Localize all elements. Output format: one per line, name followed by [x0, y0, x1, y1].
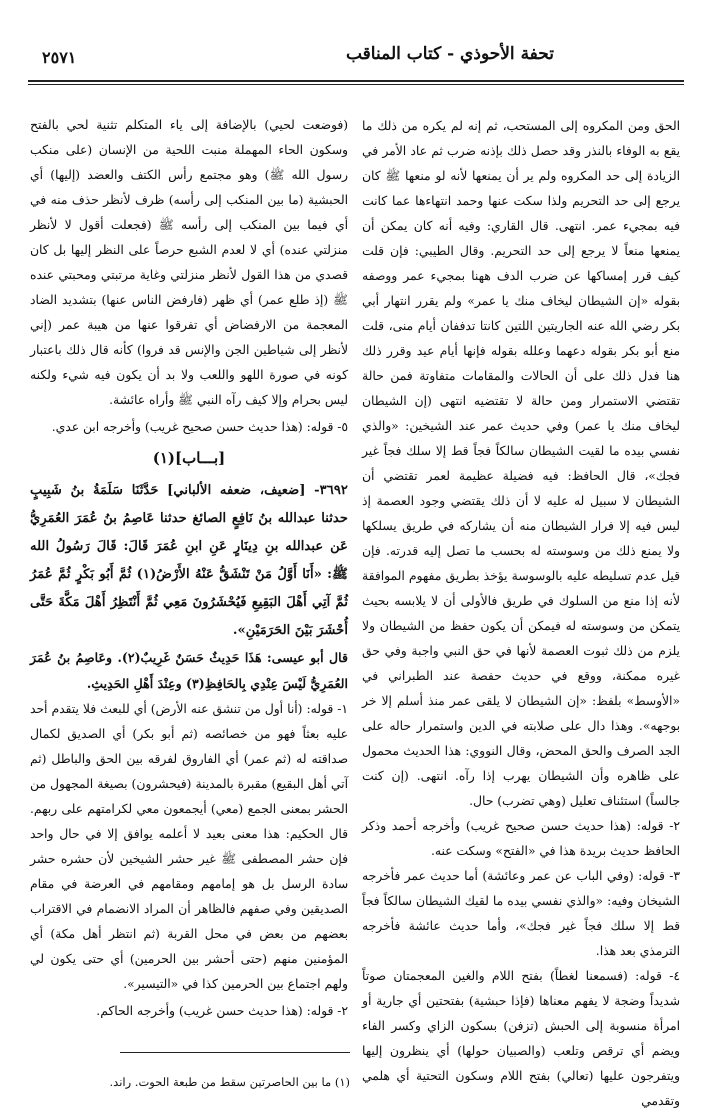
footnote: (١) ما بين الحاصرتين سقط من طبعة الحوت. راند. [109, 1075, 350, 1089]
page-number: ٢٥٧١ [42, 48, 77, 67]
header-rule-thin [28, 84, 684, 85]
header-rule [28, 80, 684, 82]
commentary-note: ٥- قوله: (هذا حديث حسن صحيح غريب) وأخرجه ابن عدي. [51, 420, 348, 434]
commentary-note: ٢- قوله: (هذا حديث حسن غريب) وأخرجه الحاكم. [96, 1004, 348, 1018]
commentary-note: ٢- قوله: (هذا حديث حسن صحيح غريب) وأخرجه أحمد وذكر الحافظ حديث بريدة هذا في «الفتح» وسكت عنه. [362, 819, 680, 858]
running-title: تحفة الأحوذي - كتاب المناقب [345, 44, 554, 64]
commentary-paragraph: الحق ومن المكروه إلى المستحب، ثم إنه لم يكره من ذلك ما يقع به الوفاء بالنذر وقد حصل ذلك بإذنه ضرب ثم عاد الأمر في الزيادة إلى حد المكروه ولم ير أن يمنعها لأنه لو منعها ﷺ كان يرجع إلى حد التحريم ولذا سكت عنها وحمد انتهاءها عما كانت فيه بمجيء عمر. انتهى. قال القاري: وفيه أنه كان يمكن أن يمنعها منعاً لا يرجع إلى حد التحريم. وقال الطيبي: فإن قلت كيف قرر إمساكها عن ضرب الدف ههنا بمجيء عمر ووصفه بقوله «إن الشيطان ليخاف منك يا عمر» ولم يقرر انتهار أبي بكر رضي الله عنه الجاريتين اللتين كانتا تدففان أيام منى، قلت منع أبو بكر بقوله دعهما وعلله بقوله فإنها أيام عيد وقرر ذلك هنا فدل ذلك على أن الحالات والمقامات متفاوتة فمن حالة تقتضي الاستمرار ومن حالة لا تقتضيه انتهى (إن الشيطان ليخاف منك يا عمر) وفي حديث عمر عند الشيخين: «والذي نفسي بيده ما لقيت الشيطان سالكاً فجاً قط إلا سلك فجاً غير فجك»، قال الحافظ: فيه فضيلة عظيمة لعمر تقتضي أن الشيطان لا سبيل له عليه لا أن ذلك يقتضي وجود العصمة إذ ليس فيه إلا فرار الشيطان منه أن يشاركه في طريق يسلكها ولا يمنع ذلك من وسوسته له بحسب ما تصل إليه قدرته. فإن قيل عدم تسليطه عليه بالوسوسة يؤخذ بطريق مفهوم الموافقة لأنه إذا منع من السلوك في طريق فالأولى أن لا يلابسه بحيث يتمكن من وسوسته له فيمكن أن يكون حفظ من الشيطان ولا يلزم من ذلك ثبوت العصمة لأنها في حق النبي واجبة وفي حق غيره ممكنة، ووقع في حديث حفصة عند الطبراني في «الأوسط» بلفظ: «إن الشيطان لا يلقى عمر منذ أسلم إلا خر بوجهه». وهذا دال على صلابته في الدين واستمرار حاله على الجد الصرف والحق المحض، وقال النووي: هذا الحديث محمول على ظاهره وأن الشيطان يهرب إذا رآه. انتهى. (إن كنت جالساً) استئناف تعليل (وهي تضرب) حال. [362, 119, 680, 808]
footnote-separator [120, 1052, 350, 1053]
left-column [30, 113, 348, 1026]
page-header [28, 42, 684, 78]
chapter-heading: [بـــاب](١) [152, 449, 226, 467]
hadith-grading: قال أبو عيسى: هَذَا حَدِيثٌ حَسَنٌ غَرِيبٌ(٢). وعَاصِمُ بنُ عُمَرَ العُمَرِيُّ لَيْسَ عِنْدِي بِالحَافِظِ(٣) وعِنْدَ أَهْلِ الحَدِيثِ. [30, 650, 349, 691]
hadith-text: ٣٦٩٢- [ضعيف، ضعفه الألباني] حَدَّثَنَا سَلَمَةُ بنُ شَبِيبٍ حدثنا عبدالله بنُ نَافِعٍ الصائغ حدثنا عَاصِمُ بنُ عُمَرَ العُمَرِيُّ عَن عبدالله بنِ دِينَارٍ عَنِ ابنِ عُمَرَ قَالَ: قَالَ رَسُولُ الله ﷺ: «أَنَا أَوَّلُ مَنْ تَنْشَقُّ عَنْهُ الأَرْضُ(١) ثُمَّ أَبُو بَكْرٍ ثُمَّ عُمَرُ ثُمَّ آتِي أَهْلَ البَقِيعِ فَيُحْشَرُونَ مَعِي ثُمَّ أَنْتَظِرُ أَهْلَ مَكَّةَ حَتَّى أُحْشَرَ بَيْنَ الحَرَمَيْنِ». [30, 483, 348, 638]
commentary-note: ١- قوله: (أنا أول من تنشق عنه الأرض) أي للبعث فلا يتقدم أحد عليه بعثاً فهو من خصائصه (ثم أبو بكر) أي الصديق لكمال صداقته له (ثم عمر) أي الفاروق لفرقه بين الحق والباطل (ثم آتي أهل البقيع) مقبرة بالمدينة (فيحشرون) بصيغة المجهول من الحشر بمعنى الجمع (معي) أيجمعون معي لكرامتهم على ربهم. قال الحكيم: هذا معنى بعيد لا أعلمه يوافق إلا في حال واحد فإن حشر المصطفى ﷺ غير حشر الشيخين لأن حشره حشر سادة الرسل بل هو إمامهم ومقامهم في العرضة في مقام الصديقين وفي صفهم فالظاهر أن المراد الانضمام في الاقتراب بعضهم من بعض في محل القربة (ثم انتظر أهل مكة) أي المؤمنين منهم (حتى أحشر بين الحرمين) أي حتى يكون لي ولهم اجتماع بين الحرمين كذا في «التيسير». [30, 702, 348, 991]
right-column [362, 114, 680, 1114]
commentary-note: ٣- قوله: (وفي الباب عن عمر وعائشة) أما حديث عمر فأخرجه الشيخان وفيه: «والذي نفسي بيده ما لقيك الشيطان سالكاً فجاً قط إلا سلك فجاً غير فجك»، وأما حديث عائشة فأخرجه الترمذي بعد هذا. [362, 869, 680, 958]
commentary-note: ٤- قوله: (فسمعنا لغطاً) بفتح اللام والغين المعجمتان صوتاً شديداً وضجة لا يفهم معناها (فإذا حبشية) بفتحتين أي جارية أو امرأة منسوبة إلى الحبش (تزفن) بسكون الزاي وكسر الفاء ويضم أي ترقص وتلعب (والصبيان حولها) أي ينظرون إليها ويتفرجون عليها (تعالي) بفتح اللام وسكون التحتية أي هلمي وتقدمي [362, 969, 680, 1108]
commentary-paragraph: (فوضعت لحيي) بالإضافة إلى ياء المتكلم تثنية لحي بالفتح وسكون الحاء المهملة منبت اللحية من الإنسان (على منكب رسول الله ﷺ) وهو مجتمع رأس الكتف والعضد (إليها) أي الحبشية (ما بين المنكب إلى رأسه) ظرف لأنظر حذف منه في أي فيما بين المنكب إلى رأسه ﷺ (فجعلت أقول لا لأنظر منزلتي عنده) أي لا لعدم الشبع حرصاً على النظر إليها بل كان قصدي من هذا القول لأنظر منزلتي وغاية مرتبتي ومحبتي عنده ﷺ (إذ طلع عمر) أي ظهر (فارفض الناس عنها) بتشديد الضاد المعجمة من الارفضاض أي تفرقوا عنها من هيبة عمر (إني لأنظر إلى شياطين الجن والإنس قد فروا) كأنه قال ذلك باعتبار كونه في صورة اللهو واللعب ولا بد أن يكون فيه شيء ولكنه ليس بحرام وإلا كيف رآه النبي ﷺ وأراه عائشة. [30, 118, 348, 407]
